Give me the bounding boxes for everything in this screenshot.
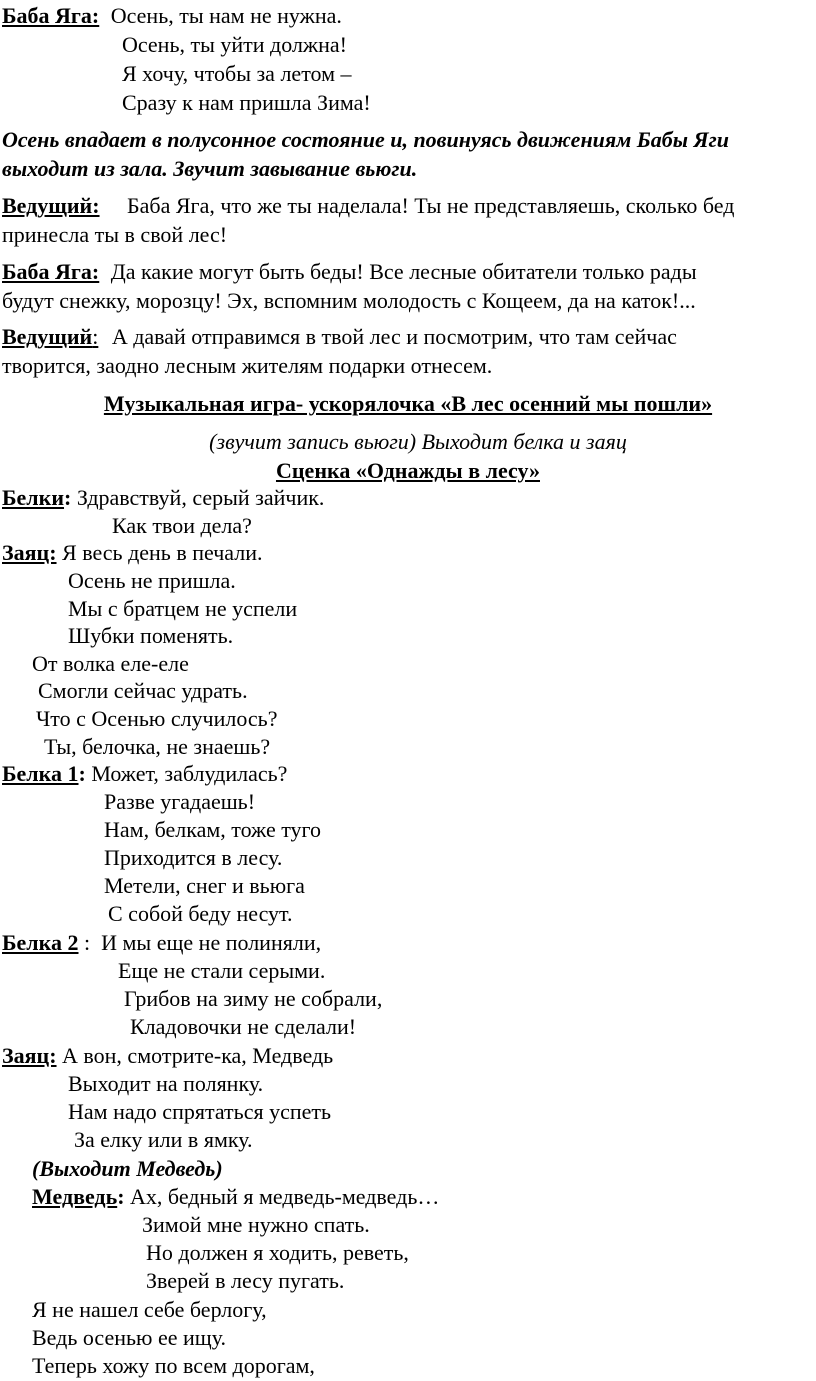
speaker-label: Заяц: <box>2 540 57 565</box>
line-text: А давай отправимся в твой лес и посмотрим, что там сейчас <box>111 324 677 349</box>
line-text: Ах, бедный я медведь-медведь… <box>130 1184 440 1209</box>
verse-line: Нам надо спрятаться успеть <box>68 1099 332 1124</box>
line-text: Я весь день в печали. <box>62 540 263 565</box>
verse-line: Ведь осенью ее ищу. <box>32 1325 227 1350</box>
music-game-title: Музыкальная игра- ускорялочка «В лес осенний мы пошли» <box>103 391 713 416</box>
line-hare-2 <box>2 1042 333 1070</box>
line-host-2 <box>2 323 677 351</box>
speaker-label: Белки <box>2 485 65 510</box>
line-text: Баба Яга, что же ты наделала! Ты не представляешь, сколько бед <box>127 193 735 218</box>
line-text: Осень, ты нам не нужна. <box>110 3 342 28</box>
line-baba-yaga-2 <box>2 258 697 286</box>
speaker-label: Баба Яга: <box>2 3 100 28</box>
speaker-colon: : <box>117 1184 125 1209</box>
speaker-colon: : <box>64 485 72 510</box>
line-text: А вон, смотрите-ка, Медведь <box>62 1043 334 1068</box>
verse-line: От волка еле-еле <box>32 651 189 676</box>
stage-direction: (Выходит Медведь) <box>32 1156 223 1181</box>
line-squirrel-2 <box>2 929 321 957</box>
verse-line: Еще не стали серыми. <box>118 958 326 983</box>
line-squirrel-1 <box>2 760 287 788</box>
prose-line: принесла ты в свой лес! <box>2 222 228 247</box>
verse-line: Но должен я ходить, реветь, <box>146 1240 409 1265</box>
speaker-colon: : <box>92 324 99 349</box>
speaker-label: Ведущий: <box>2 193 100 218</box>
verse-line: Приходится в лесу. <box>104 845 283 870</box>
verse-line: Ты, белочка, не знаешь? <box>44 734 271 759</box>
verse-line: Как твои дела? <box>112 513 252 538</box>
stage-direction: (звучит запись вьюги) Выходит белка и заяц <box>209 429 627 454</box>
verse-line: Мы с братцем не успели <box>68 596 298 621</box>
verse-line: Что с Осенью случилось? <box>36 706 278 731</box>
line-hare-1 <box>2 539 263 567</box>
verse-line: Зверей в лесу пугать. <box>146 1268 345 1293</box>
verse-line: Смогли сейчас удрать. <box>38 678 248 703</box>
verse-line: Я не нашел себе берлогу, <box>32 1297 267 1322</box>
speaker-colon: : <box>78 761 86 786</box>
speaker-label: Белка 1 <box>2 761 79 786</box>
speaker-label: Медведь <box>32 1184 118 1209</box>
verse-line: Зимой мне нужно спать. <box>142 1212 370 1237</box>
verse-line: Разве угадаешь! <box>104 789 256 814</box>
line-text: : И мы еще не полиняли, <box>78 930 322 955</box>
speaker-label: Заяц: <box>2 1043 57 1068</box>
verse-line: Кладовочки не сделали! <box>130 1014 357 1039</box>
prose-line: будут снежку, морозцу! Эх, вспомним молодость с Кощеем, да на каток!... <box>2 288 696 313</box>
verse-line: Грибов на зиму не собрали, <box>124 986 383 1011</box>
line-text: Здравствуй, серый зайчик. <box>76 485 325 510</box>
line-squirrels <box>2 484 324 512</box>
verse-line: За елку или в ямку. <box>74 1127 253 1152</box>
stage-direction: выходит из зала. Звучит завывание вьюги. <box>2 156 418 181</box>
line-text: Может, заблудилась? <box>91 761 288 786</box>
verse-line: Я хочу, чтобы за летом – <box>122 61 352 86</box>
line-bear <box>32 1183 439 1211</box>
scene-title: Сценка «Однажды в лесу» <box>275 458 540 483</box>
verse-line: Осень не пришла. <box>68 568 236 593</box>
verse-line: Нам, белкам, тоже туго <box>104 817 322 842</box>
speaker-label: Баба Яга: <box>2 259 100 284</box>
speaker-label: Ведущий <box>2 324 93 349</box>
verse-line: Осень, ты уйти должна! <box>122 32 347 57</box>
prose-line: творится, заодно лесным жителям подарки отнесем. <box>2 353 493 378</box>
verse-line: Выходит на полянку. <box>68 1071 264 1096</box>
speaker-label: Белка 2 <box>2 930 79 955</box>
verse-line: Теперь хожу по всем дорогам, <box>32 1353 315 1378</box>
stage-direction: Осень впадает в полусонное состояние и, повинуясь движениям Бабы Яги <box>2 127 730 152</box>
line-text: Да какие могут быть беды! Все лесные обитатели только рады <box>110 259 697 284</box>
verse-line: Сразу к нам пришла Зима! <box>122 90 371 115</box>
line-host-1 <box>2 192 734 220</box>
verse-line: Шубки поменять. <box>68 623 234 648</box>
verse-line: Метели, снег и вьюга <box>104 873 305 898</box>
line-baba-yaga-1 <box>2 2 342 30</box>
verse-line: С собой беду несут. <box>108 901 293 926</box>
